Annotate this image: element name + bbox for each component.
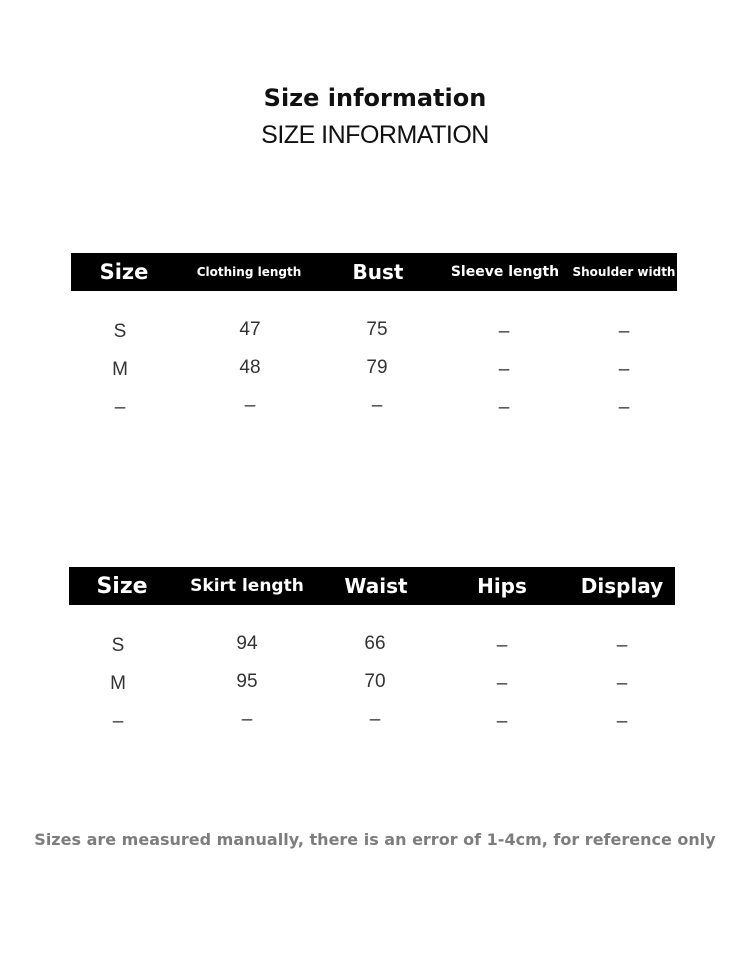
- table-cell: 70: [364, 671, 386, 692]
- page-title: Size information: [263, 84, 487, 112]
- table-cell: –: [498, 397, 510, 418]
- table-cell: –: [496, 711, 508, 732]
- measurement-note: Sizes are measured manually, there is an error of 1-4cm, for reference only: [34, 830, 716, 849]
- table-cell: –: [618, 321, 630, 342]
- table-cell: –: [112, 711, 124, 732]
- header-clothing-length: Clothing length: [196, 265, 302, 279]
- table-cell: –: [616, 673, 628, 694]
- header-size: Size: [99, 260, 149, 284]
- table-cell: 79: [366, 357, 388, 378]
- table-cell: –: [371, 395, 383, 416]
- table-cell: S: [113, 321, 127, 342]
- header-shoulder-width: Shoulder width: [572, 265, 676, 279]
- table-cell: –: [618, 397, 630, 418]
- table-cell: M: [110, 673, 126, 694]
- table-cell: –: [498, 321, 510, 342]
- table-cell: –: [114, 397, 126, 418]
- table-header-row: [71, 253, 677, 291]
- table-cell: –: [369, 709, 381, 730]
- table-cell: –: [244, 395, 256, 416]
- table-cell: –: [616, 635, 628, 656]
- table-cell: –: [616, 711, 628, 732]
- table-header-row: [69, 567, 675, 605]
- table-cell: 66: [364, 633, 386, 654]
- page-subtitle: SIZE INFORMATION: [261, 121, 489, 149]
- header-size: Size: [96, 573, 148, 599]
- table-cell: –: [618, 359, 630, 380]
- header-bust: Bust: [352, 260, 404, 284]
- table-cell: –: [241, 709, 253, 730]
- table-cell: –: [496, 673, 508, 694]
- table-cell: 48: [239, 357, 261, 378]
- table-cell: 95: [236, 671, 258, 692]
- table-cell: M: [112, 359, 128, 380]
- table-cell: 75: [366, 319, 388, 340]
- table-cell: 47: [239, 319, 261, 340]
- header-waist: Waist: [344, 574, 408, 598]
- table-cell: S: [111, 635, 125, 656]
- header-sleeve-length: Sleeve length: [450, 264, 560, 280]
- header-display: Display: [580, 574, 664, 598]
- table-cell: 94: [236, 633, 258, 654]
- header-hips: Hips: [477, 574, 527, 598]
- header-skirt-length: Skirt length: [190, 576, 304, 596]
- table-cell: –: [496, 635, 508, 656]
- table-cell: –: [498, 359, 510, 380]
